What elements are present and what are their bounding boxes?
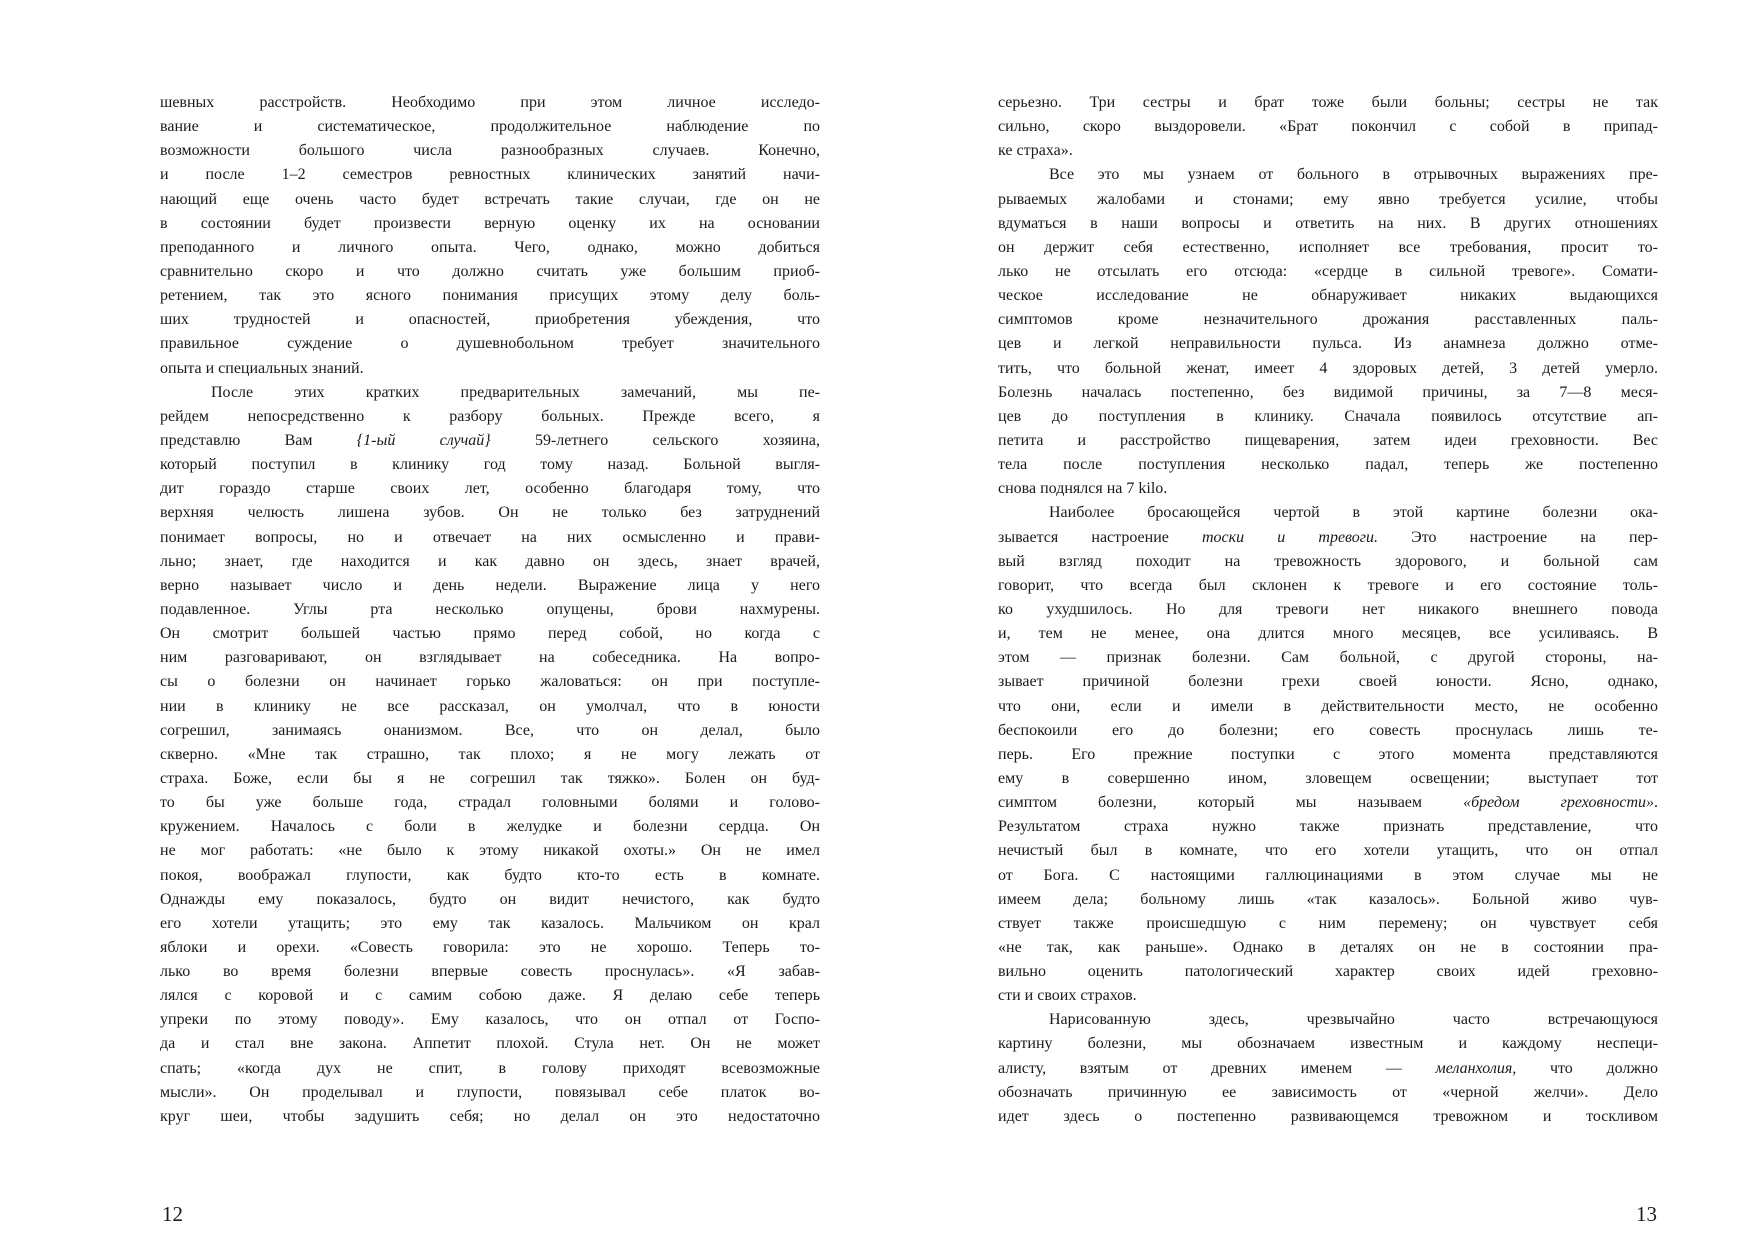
text-line: Все это мы узнаем от больного в отрывочных выражениях пре- <box>1049 166 1658 184</box>
text-line: говорит, что всегда был склонен к тревоге и его состояние толь- <box>998 576 1658 594</box>
text-line: ческое исследование не обнаруживает никаких выдающихся <box>998 287 1658 305</box>
text-line: который поступил в клинику год тому назад. Больной выгля- <box>160 456 820 474</box>
italic-term: меланхолия, <box>1435 1059 1517 1077</box>
text-line: «не так, как раньше». Однако в деталях он не в состоянии пра- <box>998 938 1658 956</box>
text-line: верхняя челюсть лишена зубов. Он не только без затруднений <box>160 504 820 522</box>
text-line: вильно оценить патологический характер своих идей греховно- <box>998 963 1658 981</box>
text-line: круг шеи, чтобы задушить себя; но делал он это недостаточно <box>160 1107 820 1125</box>
text-line: спать; «когда дух не спит, в голову приходят всевозможные <box>160 1059 820 1077</box>
text-line: да и стал вне закона. Аппетит плохой. Стула нет. Он не может <box>160 1035 820 1053</box>
text-line: Он смотрит большей частью прямо перед собой, но когда с <box>160 625 820 643</box>
text-line: зывается настроение тоски и тревоги. Это настроение на пер- <box>998 528 1658 546</box>
text-line: беспокоили его до болезни; его совесть проснулась лишь те- <box>998 721 1658 739</box>
text-line: нечистый был в комнате, что его хотели утащить, что он отпал <box>998 842 1658 860</box>
text-line: мысли». Он проделывал и глупости, повязывал себе платок во- <box>160 1083 820 1101</box>
text-line: симптом болезни, который мы называем «бредом греховности». <box>998 794 1659 812</box>
text-line: верно называет число и день недели. Выражение лица у него <box>160 576 820 594</box>
text-line: После этих кратких предварительных замечаний, мы пе- <box>211 383 820 401</box>
text-line: вдуматься в наши вопросы и ответить на них. В других отношениях <box>998 214 1658 232</box>
text-line: скверно. «Мне так страшно, так плохо; я не могу лежать от <box>160 745 820 763</box>
left-page <box>160 94 820 1132</box>
text-line: дит гораздо старше своих лет, особенно благодаря тому, что <box>160 480 820 498</box>
text-line: вание и систематическое, продолжительное наблюдение по <box>160 118 820 136</box>
text-line: его хотели утащить; это ему так казалось. Мальчиком он крал <box>160 914 820 932</box>
text-line: правильное суждение о душевнобольном требует значительного <box>160 335 820 353</box>
text-line: то бы уже больше года, страдал головными болями и голово- <box>160 794 820 812</box>
text-line: сравнительно скоро и что должно считать уже большим приоб- <box>160 262 820 280</box>
text-line: Однажды ему показалось, будто он видит нечистого, как будто <box>160 890 820 908</box>
text-line: тить, что больной женат, имеет 4 здоровых детей, 3 детей умерло. <box>998 359 1658 377</box>
text-line: сы о болезни он начинает горько жаловаться: он при поступле- <box>160 673 820 691</box>
text-line: сильно, скоро выздоровели. «Брат покончил с собой в припад- <box>998 118 1658 136</box>
text-line: что они, если и имели в действительности место, не особенно <box>998 697 1658 715</box>
text-line: зывает причиной болезни грехи своей юности. Ясно, однако, <box>998 673 1658 691</box>
text-line: обозначать причинную ее зависимость от «черной желчи». Дело <box>998 1083 1658 1101</box>
text-line: яблоки и орехи. «Совесть говорила: это не хорошо. Теперь то- <box>160 938 820 956</box>
text-line: возможности большого числа разнообразных случаев. Конечно, <box>160 142 820 160</box>
text-line: картину болезни, мы обозначаем известным и каждому неспеци- <box>998 1035 1658 1053</box>
text-line: страха. Боже, если бы я не согрешил так тяжко». Болен он буд- <box>160 769 820 787</box>
text-line: имеем дела; больному лишь «так казалось». Больной живо чув- <box>998 890 1658 908</box>
text-line: нии в клинику не все рассказал, он умолчал, что в юности <box>160 697 820 715</box>
text-line: покоя, воображал глупости, как будто кто-то есть в комнате. <box>160 866 820 884</box>
text-line: нающий еще очень часто будет встречать такие случаи, где он не <box>160 190 820 208</box>
text-line: и, тем не менее, она длится много месяцев, все усиливаясь. В <box>998 625 1658 643</box>
text-line: шевных расстройств. Необходимо при этом личное исследо- <box>160 94 820 111</box>
text-line: в состоянии будет произвести верную оценку их на основании <box>160 214 820 232</box>
text-line: Наиболее бросающейся чертой в этой картине болезни ока- <box>1049 504 1658 522</box>
text-line: перь. Его прежние поступки с этого момента представляются <box>998 745 1658 763</box>
right-page <box>998 94 1658 1132</box>
text-line: лялся с коровой и с самим собою даже. Я делаю себе теперь <box>160 987 820 1005</box>
text-line: алисту, взятым от древних именем — меланхолия, что должно <box>998 1059 1658 1077</box>
text-line: не мог работать: «не было к этому никакой охоты.» Он не имел <box>160 842 820 860</box>
text-line: ке страха». <box>998 142 1073 160</box>
text-line: он держит себя естественно, исполняет все требования, просит то- <box>998 238 1658 256</box>
text-line: от Бога. С настоящими галлюцинациями в этом случае мы не <box>998 866 1658 884</box>
page-number-right: 13 <box>1636 1202 1657 1226</box>
text-line: симптомов кроме незначительного дрожания расставленных паль- <box>998 311 1658 329</box>
text-line: ним разговаривают, он взглядывает на собеседника. На вопро- <box>160 649 820 667</box>
text-line: ко ухудшилось. Но для тревоги нет никакого внешнего повода <box>998 600 1658 618</box>
text-line: преподанного и личного опыта. Чего, однако, можно добиться <box>160 238 820 256</box>
text-line: Болезнь началась постепенно, без видимой причины, за 7—8 меся- <box>998 383 1658 401</box>
text-line: упреки по этому поводу». Ему казалось, что он отпал от Госпо- <box>160 1011 820 1029</box>
text-line: представлю Вам {1-ый случай} 59-летнего сельского хозяина, <box>160 431 821 449</box>
text-line: лько во время болезни впервые совесть проснулась». «Я забав- <box>160 963 820 981</box>
text-line: петита и расстройство пищеварения, затем идеи греховности. Вес <box>998 431 1658 449</box>
text-line: этом — признак болезни. Сам больной, с другой стороны, на- <box>998 649 1658 667</box>
text-line: рейдем непосредственно к разбору больных. Прежде всего, я <box>160 407 820 425</box>
text-line: Нарисованную здесь, чрезвычайно часто встречающуюся <box>1049 1011 1658 1029</box>
text-line: понимает вопросы, но и отвечает на них осмысленно и прави- <box>160 528 820 546</box>
page-number-left: 12 <box>162 1202 183 1226</box>
text-line: ствует также происшедшую с ним перемену; он чувствует себя <box>998 914 1658 932</box>
text-line: цев и легкой неправильности пульса. Из анамнеза должно отме- <box>998 335 1658 353</box>
italic-term: {1-ый случай} <box>356 431 491 449</box>
text-line: ему в совершенно ином, зловещем освещении; выступает тот <box>998 769 1658 787</box>
text-line: льно; знает, где находится и как давно он здесь, знает врачей, <box>160 552 820 570</box>
text-line: ших трудностей и опасностей, приобретения убеждения, что <box>160 311 820 329</box>
italic-term: тоски и тревоги. <box>1202 528 1379 546</box>
text-line: цев до поступления в клинику. Сначала появилось отсутствие ап- <box>998 407 1658 425</box>
text-line: кружением. Началось с боли в желудке и болезни сердца. Он <box>160 818 820 836</box>
text-line: ретением, так это ясного понимания присущих этому делу боль- <box>160 287 820 305</box>
text-line: тела после поступления несколько падал, теперь же постепенно <box>998 456 1658 474</box>
text-line: сти и своих страхов. <box>998 987 1137 1005</box>
text-line: лько не отсылать его отсюда: «сердце в сильной тревоге». Сомати- <box>998 262 1658 280</box>
italic-term: «бредом греховности» <box>1463 794 1655 812</box>
text-line: подавленное. Углы рта несколько опущены, брови нахмурены. <box>160 600 820 618</box>
text-line: опыта и специальных знаний. <box>160 359 364 377</box>
text-line: снова поднялся на 7 kilo. <box>998 480 1168 498</box>
text-line: рываемых жалобами и стонами; ему явно требуется усилие, чтобы <box>998 190 1658 208</box>
text-line: Результатом страха нужно также признать представление, что <box>998 818 1658 836</box>
text-line: и после 1–2 семестров ревностных клинических занятий начи- <box>160 166 820 184</box>
text-line: серьезно. Три сестры и брат тоже были больны; сестры не так <box>998 94 1658 111</box>
text-line: согрешил, занимаясь онанизмом. Все, что он делал, было <box>160 721 820 739</box>
text-line: идет здесь о постепенно развивающемся тревожном и тоскливом <box>998 1107 1658 1125</box>
text-line: вый взгляд походит на тревожность здорового, и больной сам <box>998 552 1658 570</box>
